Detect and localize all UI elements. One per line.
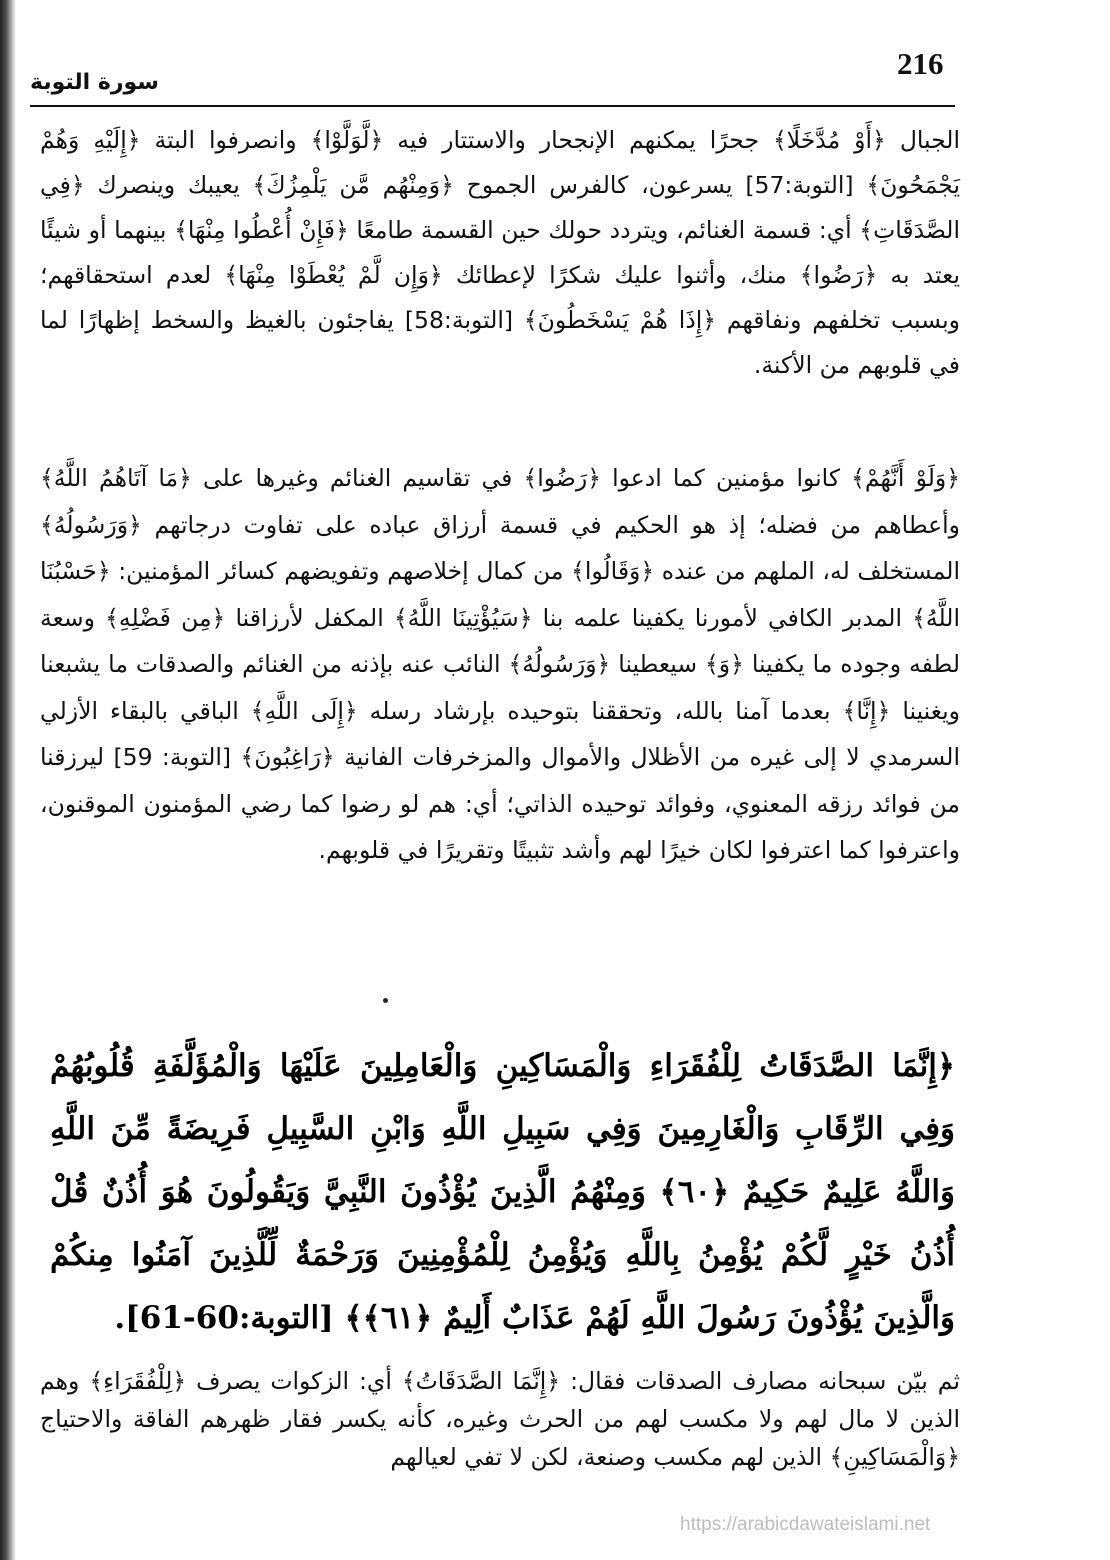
paragraph: الجبال ﴿أَوْ مُدَّخَلًا﴾ جحرًا يمكنهم الإنجحار والاستتار فيه ﴿لَّوَلَّوْا﴾ وانصرفوا البتة ﴿إِلَيْهِ وَهُمْ يَجْمَحُونَ﴾ [التوبة:57] يسرعون، كالفرس الجموح ﴿وَمِنْهُم مَّن يَلْمِزُكَ﴾ يعيبك وينصرك ﴿فِي الصَّدَقَاتِ﴾ أي: قسمة الغنائم، ويتردد حولك حين القسمة طامعًا ﴿فَإِنْ أُعْطُوا مِنْهَا﴾ بينهما أو شيئًا يعتد به ﴿رَضُوا﴾ منك، وأثنوا عليك شكرًا لإعطائك ﴿وَإِن لَّمْ يُعْطَوْا مِنْهَا﴾ لعدم استحقاقهم؛ وبسبب تخلفهم ونفاقهم ﴿إِذَا هُمْ يَسْخَطُونَ﴾ [التوبة:58] يفاجئون بالغيظ والسخط إظهارًا لما في قلوبهم من الأكنة. xyxy=(40,126,960,379)
page-number: 216 xyxy=(897,46,944,81)
commentary-block-2 xyxy=(40,455,960,874)
paragraph: ﴿وَلَوْ أَنَّهُمْ﴾ كانوا مؤمنين كما ادعوا ﴿رَضُوا﴾ في تقاسيم الغنائم وغيرها على ﴿مَا آتَاهُمُ اللَّهُ﴾ وأعطاهم من فضله؛ إذ هو الحكيم في قسمة أرزاق عباده على تفاوت درجاتهم ﴿وَرَسُولُهُ﴾ المستخلف له، الملهم من عنده ﴿وَقَالُوا﴾ من كمال إخلاصهم وتفويضهم كسائر المؤمنين: ﴿حَسْبُنَا اللَّهُ﴾ المدبر الكافي لأمورنا يكفينا علمه بنا ﴿سَيُؤْتِينَا اللَّهُ﴾ المكفل لأرزاقنا ﴿مِن فَضْلِهِ﴾ وسعة لطفه وجوده ما يكفينا ﴿وَ﴾ سيعطينا ﴿وَرَسُولُهُ﴾ النائب عنه بإذنه من الغنائم والصدقات ما يشبعنا ويغنينا ﴿إِنَّا﴾ بعدما آمنا بالله، وتحققنا بتوحيده بإرشاد رسله ﴿إِلَى اللَّهِ﴾ الباقي بالبقاء الأزلي السرمدي لا إلى غيره من الأظلال والأموال والمزخرفات الفانية ﴿رَاغِبُونَ﴾ [التوبة: 59] ليرزقنا من فوائد رزقه المعنوي، وفوائد توحيده الذاتي؛ أي: هم لو رضوا كما رضي المؤمنون الموقنون، واعترفوا كما اعترفوا لكان خيرًا لهم وأشد تثبيتًا وتقريرًا في قلوبهم. xyxy=(40,464,960,864)
ink-dot xyxy=(383,998,388,1003)
commentary-block-1 xyxy=(40,118,960,388)
paragraph: ثم بيّن سبحانه مصارف الصدقات فقال: ﴿إِنَّمَا الصَّدَقَاتُ﴾ أي: الزكوات يصرف ﴿لِلْفُقَرَاءِ﴾ وهم الذين لا مال لهم ولا مكسب لهم من الحرث وغيره، كأنه يكسر فقار ظهرهم الفاقة والاحتياج ﴿وَالْمَسَاكِينِ﴾ الذين لهم مكسب وصنعة، لكن لا تفي لعيالهم xyxy=(40,1367,960,1471)
commentary-block-3 xyxy=(40,1362,960,1476)
header-divider xyxy=(30,105,955,107)
surah-title: سورة التوبة xyxy=(30,70,159,95)
source-watermark: https://arabicdawateislami.net xyxy=(680,1514,931,1535)
page-binding-shadow xyxy=(0,0,16,1560)
verse-text: ﴿إِنَّمَا الصَّدَقَاتُ لِلْفُقَرَاءِ وَالْمَسَاكِينِ وَالْعَامِلِينَ عَلَيْهَا وَالْمُؤَلَّفَةِ قُلُوبُهُمْ وَفِي الرِّقَابِ وَالْغَارِمِينَ وَفِي سَبِيلِ اللَّهِ وَابْنِ السَّبِيلِ فَرِيضَةً مِّنَ اللَّهِ وَاللَّهُ عَلِيمٌ حَكِيمٌ ﴿٦٠﴾ وَمِنْهُمُ الَّذِينَ يُؤْذُونَ النَّبِيَّ وَيَقُولُونَ هُوَ أُذُنٌ قُلْ أُذُنُ خَيْرٍ لَّكُمْ يُؤْمِنُ بِاللَّهِ وَيُؤْمِنُ لِلْمُؤْمِنِينَ وَرَحْمَةٌ لِّلَّذِينَ آمَنُوا مِنكُمْ وَالَّذِينَ يُؤْذُونَ رَسُولَ اللَّهِ لَهُمْ عَذَابٌ أَلِيمٌ ﴿٦١﴾﴾ [التوبة:60-61]. xyxy=(50,1048,956,1336)
quran-verse-block xyxy=(50,1035,955,1350)
